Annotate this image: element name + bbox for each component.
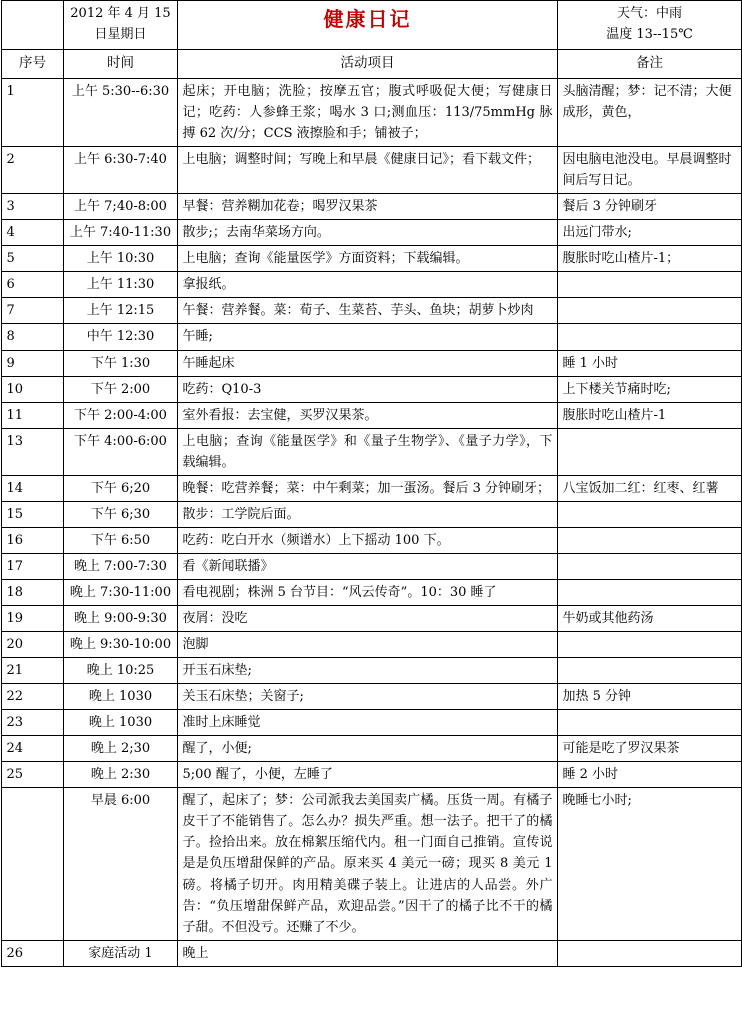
date-cell: 2012 年 4 月 15 日星期日 [63,1,177,50]
table-row [1,605,741,631]
cell-time: 上午 11:30 [63,272,177,298]
table-row [1,736,741,762]
cell-time: 上午 10:30 [63,246,177,272]
cell-time: 晚上 10:25 [63,658,177,684]
cell-sequence: 4 [1,220,63,246]
document-header-row [1,1,741,50]
cell-sequence: 3 [1,194,63,220]
cell-note: 出远门带水; [557,220,741,246]
table-row [1,194,741,220]
cell-time: 上午 7:40-11:30 [63,220,177,246]
table-row [1,272,741,298]
cell-note [557,710,741,736]
cell-activity: 开玉石床垫; [177,658,557,684]
weather-cell [557,1,741,50]
cell-note [557,272,741,298]
table-row [1,220,741,246]
cell-note: 腹胀时吃山楂片-1 [557,402,741,428]
cell-time: 下午 6:50 [63,527,177,553]
table-row [1,402,741,428]
cell-note: 餐后 3 分钟刷牙 [557,194,741,220]
cell-sequence: 5 [1,246,63,272]
cell-activity: 上电脑；查询《能量医学》方面资料；下载编辑。 [177,246,557,272]
cell-time: 晚上 9:00-9:30 [63,605,177,631]
table-row [1,579,741,605]
cell-sequence: 24 [1,736,63,762]
cell-sequence: 1 [1,79,63,147]
cell-time: 下午 6;30 [63,501,177,527]
cell-note [557,632,741,658]
cell-activity: 室外看报：去宝健，买罗汉果茶。 [177,402,557,428]
cell-sequence: 26 [1,940,63,966]
cell-sequence: 11 [1,402,63,428]
cell-time: 晚上 2;30 [63,736,177,762]
cell-sequence: 17 [1,553,63,579]
cell-sequence: 19 [1,605,63,631]
cell-sequence: 2 [1,147,63,194]
cell-time: 早晨 6:00 [63,788,177,940]
cell-note [557,324,741,350]
cell-time: 晚上 7:00-7:30 [63,553,177,579]
cell-note [557,658,741,684]
header-blank-cell [1,1,63,50]
cell-sequence: 7 [1,298,63,324]
cell-note [557,501,741,527]
table-row [1,527,741,553]
table-row [1,632,741,658]
cell-time: 上午 12:15 [63,298,177,324]
cell-note [557,940,741,966]
cell-time: 晚上 1030 [63,710,177,736]
cell-activity: 关玉石床垫；关窗子; [177,684,557,710]
column-header-row [1,50,741,79]
cell-activity: 醒了，起床了；梦：公司派我去美国卖广橘。压货一周。有橘子皮干了不能销售了。怎么办？损失严重。想一法子。把干了的橘子。捡拾出来。放在棉絮压缩代内。租一门面自己推销。宣传说是是负压增甜保鲜的产品。原来买 4 美元一磅；现买 8 美元 1 磅。将橘子切开。肉用精美碟子装上。让进店的人品尝。外广告：“负压增甜保鲜产品，欢迎品尝。”因干了的橘子比不干的橘子甜。不但没亏。还赚了不少。 [177,788,557,940]
cell-activity: 起床；开电脑；洗脸；按摩五官；腹式呼吸促大便；写健康日记；吃药：人参蜂王浆；喝水 3 口;测血压：113/75mmHg 脉搏 62 次/分；CCS 液擦脸和手；铺被子； [177,79,557,147]
cell-activity: 泡脚 [177,632,557,658]
table-row [1,79,741,147]
table-row [1,762,741,788]
weather-condition: 天气：中雨 [616,6,682,21]
cell-sequence: 6 [1,272,63,298]
cell-activity: 散步：工学院后面。 [177,501,557,527]
cell-time: 上午 7;40-8:00 [63,194,177,220]
table-row [1,147,741,194]
table-row [1,788,741,940]
cell-note: 可能是吃了罗汉果茶 [557,736,741,762]
cell-sequence: 21 [1,658,63,684]
cell-sequence: 16 [1,527,63,553]
column-header-activity: 活动项目 [177,50,557,79]
cell-activity: 吃药：Q10-3 [177,376,557,402]
cell-sequence: 22 [1,684,63,710]
cell-activity: 看电视剧；株洲 5 台节目：“风云传奇”。10：30 睡了 [177,579,557,605]
cell-activity: 早餐：营养糊加花卷；喝罗汉果茶 [177,194,557,220]
table-row [1,246,741,272]
cell-sequence: 9 [1,350,63,376]
cell-note: 头脑清醒；梦：记不清；大便成形，黄色， [557,79,741,147]
cell-time: 晚上 1030 [63,684,177,710]
cell-activity: 醒了，小便; [177,736,557,762]
cell-activity: 上电脑；查询《能量医学》和《量子生物学》、《量子力学》，下载编辑。 [177,428,557,475]
cell-time: 中午 12:30 [63,324,177,350]
table-row [1,501,741,527]
cell-activity: 上电脑；调整时间；写晚上和早晨《健康日记》；看下载文件； [177,147,557,194]
cell-note [557,579,741,605]
table-row [1,684,741,710]
column-header-time: 时间 [63,50,177,79]
table-row [1,658,741,684]
cell-note: 加热 5 分钟 [557,684,741,710]
table-body [1,1,741,967]
table-row [1,298,741,324]
cell-note: 睡 2 小时 [557,762,741,788]
table-row [1,428,741,475]
cell-time: 家庭活动 1 [63,940,177,966]
column-header-seq: 序号 [1,50,63,79]
cell-time: 下午 2:00-4:00 [63,402,177,428]
cell-activity: 拿报纸。 [177,272,557,298]
cell-time: 下午 2:00 [63,376,177,402]
cell-note [557,298,741,324]
table-row [1,324,741,350]
cell-activity: 5;00 醒了，小便，左睡了 [177,762,557,788]
cell-sequence: 23 [1,710,63,736]
cell-note: 腹胀时吃山楂片-1； [557,246,741,272]
cell-time: 下午 6;20 [63,475,177,501]
table-row [1,475,741,501]
cell-activity: 散步;；去南华菜场方向。 [177,220,557,246]
cell-activity: 晚餐：吃营养餐；菜：中午剩菜；加一蛋汤。餐后 3 分钟刷牙； [177,475,557,501]
title-cell [177,1,557,50]
cell-time: 下午 1:30 [63,350,177,376]
cell-time: 晚上 2:30 [63,762,177,788]
cell-activity: 夜屑：没吃 [177,605,557,631]
cell-note: 因电脑电池没电。早晨调整时间后写日记。 [557,147,741,194]
cell-time: 晚上 9:30-10:00 [63,632,177,658]
table-row [1,710,741,736]
cell-activity: 准时上床睡觉 [177,710,557,736]
cell-time: 上午 6:30-7:40 [63,147,177,194]
health-diary-table [1,0,742,967]
cell-time: 上午 5:30--6:30 [63,79,177,147]
table-row [1,940,741,966]
cell-note: 睡 1 小时 [557,350,741,376]
cell-activity: 午餐：营养餐。菜：荀子、生菜苔、芋头、鱼块；胡萝卜炒肉 [177,298,557,324]
cell-activity: 午睡; [177,324,557,350]
cell-note: 八宝饭加二红：红枣、红薯 [557,475,741,501]
weather-temperature: 温度 13--15℃ [606,27,693,43]
page-title: 健康日记 [323,7,412,31]
cell-time: 晚上 7:30-11:00 [63,579,177,605]
cell-sequence: 20 [1,632,63,658]
cell-sequence [1,788,63,940]
cell-sequence: 25 [1,762,63,788]
cell-sequence: 15 [1,501,63,527]
table-row [1,553,741,579]
cell-sequence: 10 [1,376,63,402]
cell-sequence: 14 [1,475,63,501]
cell-note [557,527,741,553]
cell-note: 晚睡七小时; [557,788,741,940]
cell-note [557,428,741,475]
cell-activity: 晚上 [177,940,557,966]
cell-note [557,553,741,579]
cell-sequence: 8 [1,324,63,350]
cell-activity: 吃药：吃白开水（频谱水）上下摇动 100 下。 [177,527,557,553]
table-row [1,350,741,376]
cell-time: 下午 4:00-6:00 [63,428,177,475]
cell-note: 上下楼关节痛时吃; [557,376,741,402]
cell-sequence: 13 [1,428,63,475]
cell-activity: 看《新闻联播》 [177,553,557,579]
cell-activity: 午睡起床 [177,350,557,376]
column-header-note: 备注 [557,50,741,79]
table-row [1,376,741,402]
cell-note: 牛奶或其他药汤 [557,605,741,631]
cell-sequence: 18 [1,579,63,605]
